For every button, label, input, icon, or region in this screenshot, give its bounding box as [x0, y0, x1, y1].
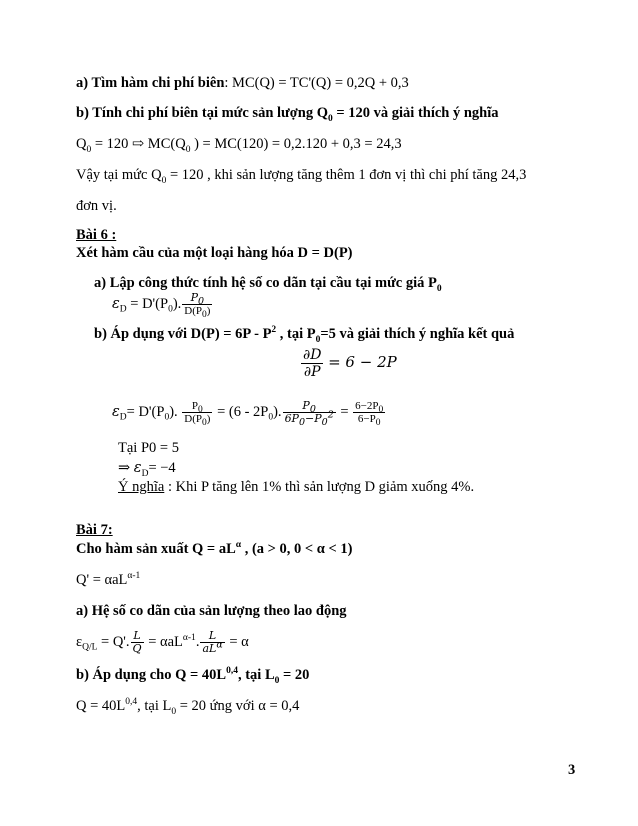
elast-f3-num	[353, 400, 385, 416]
bai7-part-a: a) Hệ số co dãn của sản lượng theo lao động	[76, 603, 347, 619]
bai7-part-b-sub: 0	[274, 675, 280, 686]
bai6-part-b-sub: 0	[315, 334, 321, 345]
section-b-conclusion-2: đơn vị.	[76, 198, 117, 214]
den-d-end: )	[206, 305, 211, 317]
num-p: P	[190, 291, 199, 304]
formula-a-mid-end: ).	[172, 295, 182, 312]
meaning-label: Ý nghĩa	[118, 479, 165, 495]
bai7-derivative	[76, 572, 140, 589]
calc-q-sub: 0	[86, 144, 92, 155]
elast-f3-den-sub: 0	[375, 418, 381, 429]
bai7-statement-pre: Cho hàm sản xuất Q = aL	[76, 541, 236, 557]
elast-mid1-sub: 0	[164, 412, 170, 423]
formula-a-numerator	[182, 291, 212, 308]
bai7-eps: ε	[76, 633, 83, 650]
bai7-f1-den: Q	[132, 642, 142, 655]
conclusion-1-sub: 0	[161, 175, 167, 186]
section-b-heading-text: b) Tính chi phí biên tại mức sản lượng Q	[76, 105, 328, 121]
bai7-f2-den	[200, 639, 224, 655]
bai7-derivative-pre: Q' = αaL	[76, 572, 128, 588]
section-a-line	[76, 75, 409, 92]
result-arrow: ⇒	[118, 460, 134, 476]
elast-f1-den-end: )	[206, 413, 211, 425]
result-eps-sub: D	[141, 468, 149, 479]
calc-mid-sub: 0	[185, 144, 191, 155]
bai7-f2-den-a: aL	[202, 642, 217, 655]
derivative-rhs: = 6 − 2P	[328, 352, 397, 371]
bai7-title: Bài 7:	[76, 522, 113, 538]
bai7-derivative-sup: α-1	[127, 571, 141, 582]
section-b-conclusion-1	[76, 167, 526, 184]
den-d-sub: 0	[202, 310, 207, 321]
elast-f2-den-a: 6P	[284, 412, 299, 425]
formula-a-mid-sub: 0	[168, 304, 173, 315]
bai7-elast-result: = α	[225, 633, 249, 650]
bai7-part-b	[76, 667, 309, 684]
bai7-part-b-sup: 0,4	[226, 666, 238, 677]
section-b-heading	[76, 105, 499, 122]
elast-f3-num-a: 6−2P	[355, 400, 379, 412]
elast-equals: =	[336, 403, 353, 420]
bai7-apply-sub: 0	[171, 706, 177, 717]
bai7-f2-den-sup: α	[216, 639, 223, 651]
bai7-apply-sup: 0,4	[125, 697, 138, 708]
bai7-apply	[76, 698, 299, 715]
formula-a-denominator	[182, 305, 212, 321]
calc-post: ) = MC(120) = 0,2.120 + 0,3 = 24,3	[190, 136, 402, 152]
derivative-num: ∂D	[303, 347, 322, 363]
section-a-heading: a) Tìm hàm chi phí biên	[76, 75, 225, 91]
elast-f2-num-sub: 0	[309, 404, 316, 416]
meaning-text: : Khi P tăng lên 1% thì sản lượng D giảm xuống 4%.	[164, 479, 475, 495]
at-p0-line: Tại P0 = 5	[118, 440, 179, 456]
elast-f1-den	[182, 413, 212, 429]
meaning-line	[118, 479, 474, 496]
formula-a-fraction	[182, 291, 212, 321]
elast-f2-num-p: P	[302, 399, 310, 412]
elast-mid2: = (6 - 2P	[213, 403, 269, 420]
elasticity-computation	[112, 399, 386, 429]
result-line	[118, 460, 176, 477]
elast-f2-den-b: −P	[305, 412, 322, 425]
elast-f3-den-a: 6−P	[357, 413, 376, 425]
bai7-eps-sub: Q/L	[82, 642, 98, 653]
bai7-statement-sup: α	[235, 540, 242, 551]
bai7-elast-mid2-end: .	[195, 633, 200, 650]
bai7-f2-num: L	[200, 630, 224, 643]
bai7-elast-mid1: = Q'.	[97, 633, 130, 650]
elast-f2-den-b-sub: 0	[321, 417, 328, 429]
result-eps: ε	[133, 460, 142, 476]
eps-sub: D	[119, 304, 127, 315]
elast-f1-num-p: P	[191, 400, 199, 412]
elast-mid2-sub: 0	[268, 412, 274, 423]
bai7-part-b-mid: , tại L	[237, 667, 275, 683]
section-b-heading-post: = 120 và giải thích ý nghĩa	[332, 105, 499, 121]
elast-eps: ε	[112, 403, 120, 420]
bai7-elasticity	[76, 630, 249, 655]
bai7-apply-pre: Q = 40L	[76, 698, 126, 714]
elast-f2-den	[283, 409, 336, 429]
section-a-formula: : MC(Q) = TC'(Q) = 0,2Q + 0,3	[224, 75, 409, 91]
bai7-apply-mid: , tại L	[137, 698, 172, 714]
elast-f3-num-sub: 0	[378, 405, 384, 416]
result-value: = −4	[148, 460, 176, 476]
den-d: D(P	[184, 305, 203, 317]
elast-fraction-2	[283, 399, 336, 429]
num-p-sub: 0	[198, 296, 205, 308]
bai6-part-a-text: a) Lập công thức tính hệ số co dãn tại cầu tại mức giá P	[94, 275, 437, 291]
elast-f1-num	[182, 400, 212, 416]
elast-f1-den-d: D(P	[184, 413, 203, 425]
elast-mid2-end: ).	[273, 403, 282, 420]
bai6-part-a-sub: 0	[436, 283, 442, 294]
bai7-fraction-1	[131, 630, 144, 655]
elast-mid1-end: ).	[169, 403, 178, 420]
derivative-equation	[300, 347, 397, 380]
bai7-f1-num: L	[131, 630, 144, 643]
elast-f1-num-sub: 0	[198, 405, 203, 416]
elast-mid1: = D'(P	[126, 403, 165, 420]
elast-f2-den-b-sup: 2	[327, 409, 334, 421]
conclusion-1-pre: Vậy tại mức Q	[76, 167, 162, 183]
elast-eps-sub: D	[119, 412, 127, 423]
calc-mid: = 120 ⇨ MC(Q	[91, 136, 186, 152]
bai6-part-a	[94, 275, 442, 292]
formula-a-mid: = D'(P	[126, 295, 169, 312]
bai7-apply-post: = 20 ứng với α = 0,4	[176, 698, 300, 714]
elast-fraction-3	[353, 400, 385, 429]
bai7-part-b-pre: b) Áp dụng cho Q = 40L	[76, 667, 227, 683]
bai6-part-a-formula	[112, 291, 213, 321]
bai7-elast-mid2-sup: α-1	[182, 633, 196, 643]
page-number: 3	[568, 762, 576, 778]
calc-q: Q	[76, 136, 87, 152]
bai7-statement	[76, 541, 352, 558]
bai6-part-b-sup: 2	[271, 325, 277, 336]
elast-fraction-1	[182, 400, 212, 429]
bai6-statement: Xét hàm cầu của một loại hàng hóa D = D(P)	[76, 245, 353, 261]
elast-f1-den-sub: 0	[202, 418, 207, 429]
section-b-heading-sub: 0	[328, 113, 333, 124]
bai6-part-b-text: b) Áp dụng với D(P) = 6P - P	[94, 326, 272, 342]
bai6-title: Bài 6 :	[76, 227, 117, 243]
bai6-part-b-mid: , tại P	[276, 326, 316, 342]
derivative-den: ∂P	[303, 364, 321, 380]
bai7-fraction-2	[200, 630, 224, 655]
section-b-calc	[76, 136, 402, 153]
eps-symbol: ε	[112, 295, 120, 312]
bai7-statement-post: , (a > 0, 0 < α < 1)	[241, 541, 353, 557]
elast-f3-den	[353, 413, 385, 429]
bai7-elast-mid2: = αaL	[144, 633, 183, 650]
bai6-part-b	[94, 326, 514, 343]
bai7-part-b-post: = 20	[279, 667, 310, 683]
elast-f2-den-a-sub: 0	[298, 417, 306, 429]
derivative-fraction	[301, 347, 323, 380]
conclusion-1-post: = 120 , khi sản lượng tăng thêm 1 đơn vị thì chi phí tăng 24,3	[166, 167, 527, 183]
bai6-part-b-post: =5 và giải thích ý nghĩa kết quả	[320, 326, 515, 342]
